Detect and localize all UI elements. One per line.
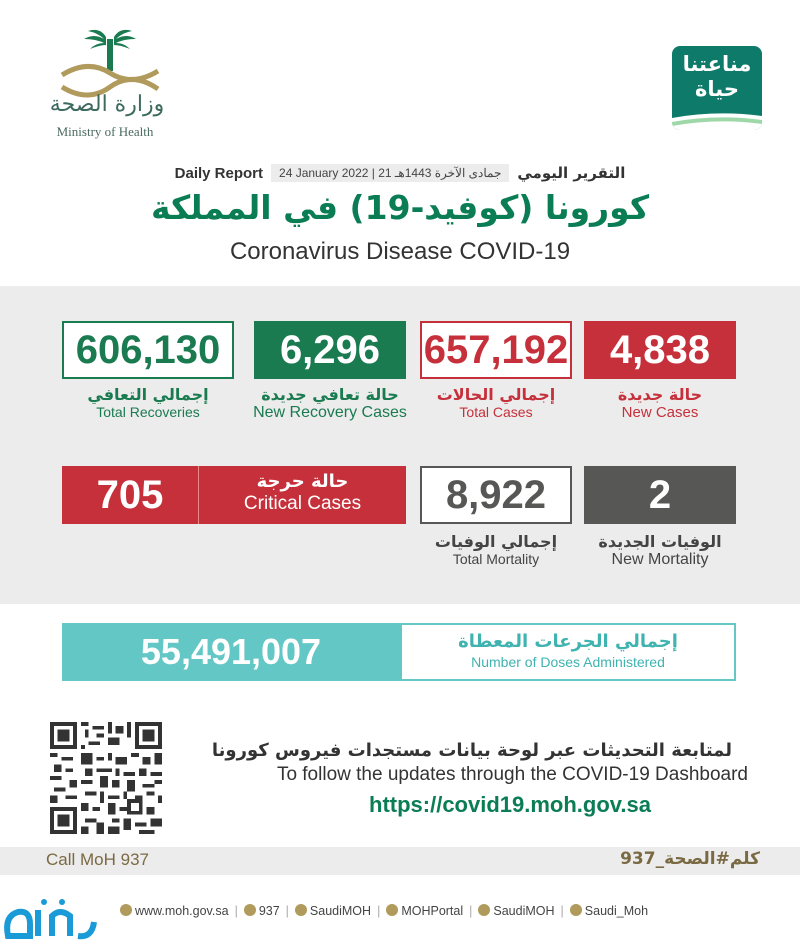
critical-cases-value: 705 [62, 466, 198, 524]
new-mortality-label: الوفيات الجديدة New Mortality [598, 532, 722, 569]
separator: | [377, 904, 381, 918]
social-link-snapchat[interactable]: Saudi_Moh [570, 904, 648, 918]
youtube-icon [386, 904, 398, 916]
phone-icon [244, 904, 256, 916]
ministry-name-en: Ministry of Health [56, 124, 154, 139]
instagram-icon [478, 904, 490, 916]
campaign-logo-text: مناعتنا حياة [682, 52, 752, 101]
separator: | [469, 904, 473, 918]
page-title-en: Coronavirus Disease COVID-19 [229, 238, 571, 265]
new-cases-value: 4,838 [584, 321, 736, 379]
separator: | [560, 904, 564, 918]
campaign-logo [672, 46, 762, 130]
ministry-name-ar: وزارة الصحة [49, 92, 165, 117]
social-link-phone[interactable]: 937 [244, 904, 280, 918]
report-label-ar: التقرير اليومي [517, 164, 626, 182]
total-cases-label: إجمالي الحالات Total Cases [436, 385, 556, 421]
campaign-wave-icon [672, 108, 762, 130]
newspaper-watermark-logo [0, 892, 110, 950]
dashboard-text-en: To follow the updates through the COVID-19 Dashboard [276, 764, 748, 785]
dashboard-qr-code[interactable] [50, 722, 162, 834]
social-link-youtube[interactable]: MOHPortal [386, 904, 463, 918]
total-recoveries-value: 606,130 [62, 321, 234, 379]
new-cases-label: حالة جديدة New Cases [617, 385, 703, 422]
globe-icon [120, 904, 132, 916]
social-link-website[interactable]: www.moh.gov.sa [120, 904, 229, 918]
page-title-ar: كورونا (كوفيد-19) في المملكة [150, 188, 650, 227]
doses-administered-label: إجمالي الجرعات المعطاة Number of Doses Administered [400, 623, 736, 681]
total-cases-value: 657,192 [420, 321, 572, 379]
call-moh-en: Call MoH 937 [46, 850, 149, 869]
new-recoveries-label: حالة تعافي جديدة New Recovery Cases [253, 385, 407, 422]
dashboard-link[interactable]: https://covid19.moh.gov.sa [369, 792, 651, 817]
report-header [140, 160, 660, 186]
snapchat-icon [570, 904, 582, 916]
dashboard-text-ar: لمتابعة التحديثات عبر لوحة بيانات مستجدات فيروس كورونا [211, 740, 732, 761]
report-label-en: Daily Report [174, 164, 264, 182]
social-links [120, 900, 720, 922]
report-date: 24 January 2022 | 21 جمادى الآخرة 1443هـ [271, 164, 509, 182]
total-mortality-value: 8,922 [420, 466, 572, 524]
total-mortality-label: إجمالي الوفيات Total Mortality [434, 532, 558, 568]
social-link-instagram[interactable]: SaudiMOH [478, 904, 554, 918]
new-mortality-value: 2 [584, 466, 736, 524]
separator: | [285, 904, 289, 918]
doses-administered-value: 55,491,007 [62, 623, 400, 681]
social-link-twitter[interactable]: SaudiMOH [295, 904, 371, 918]
total-recoveries-label: إجمالي التعافي Total Recoveries [87, 385, 209, 421]
new-recoveries-value: 6,296 [254, 321, 406, 379]
call-moh-hashtag: كلم#الصحة_937 [620, 849, 760, 869]
twitter-icon [295, 904, 307, 916]
separator: | [234, 904, 238, 918]
critical-cases-label: حالة حرجة Critical Cases [198, 466, 406, 524]
